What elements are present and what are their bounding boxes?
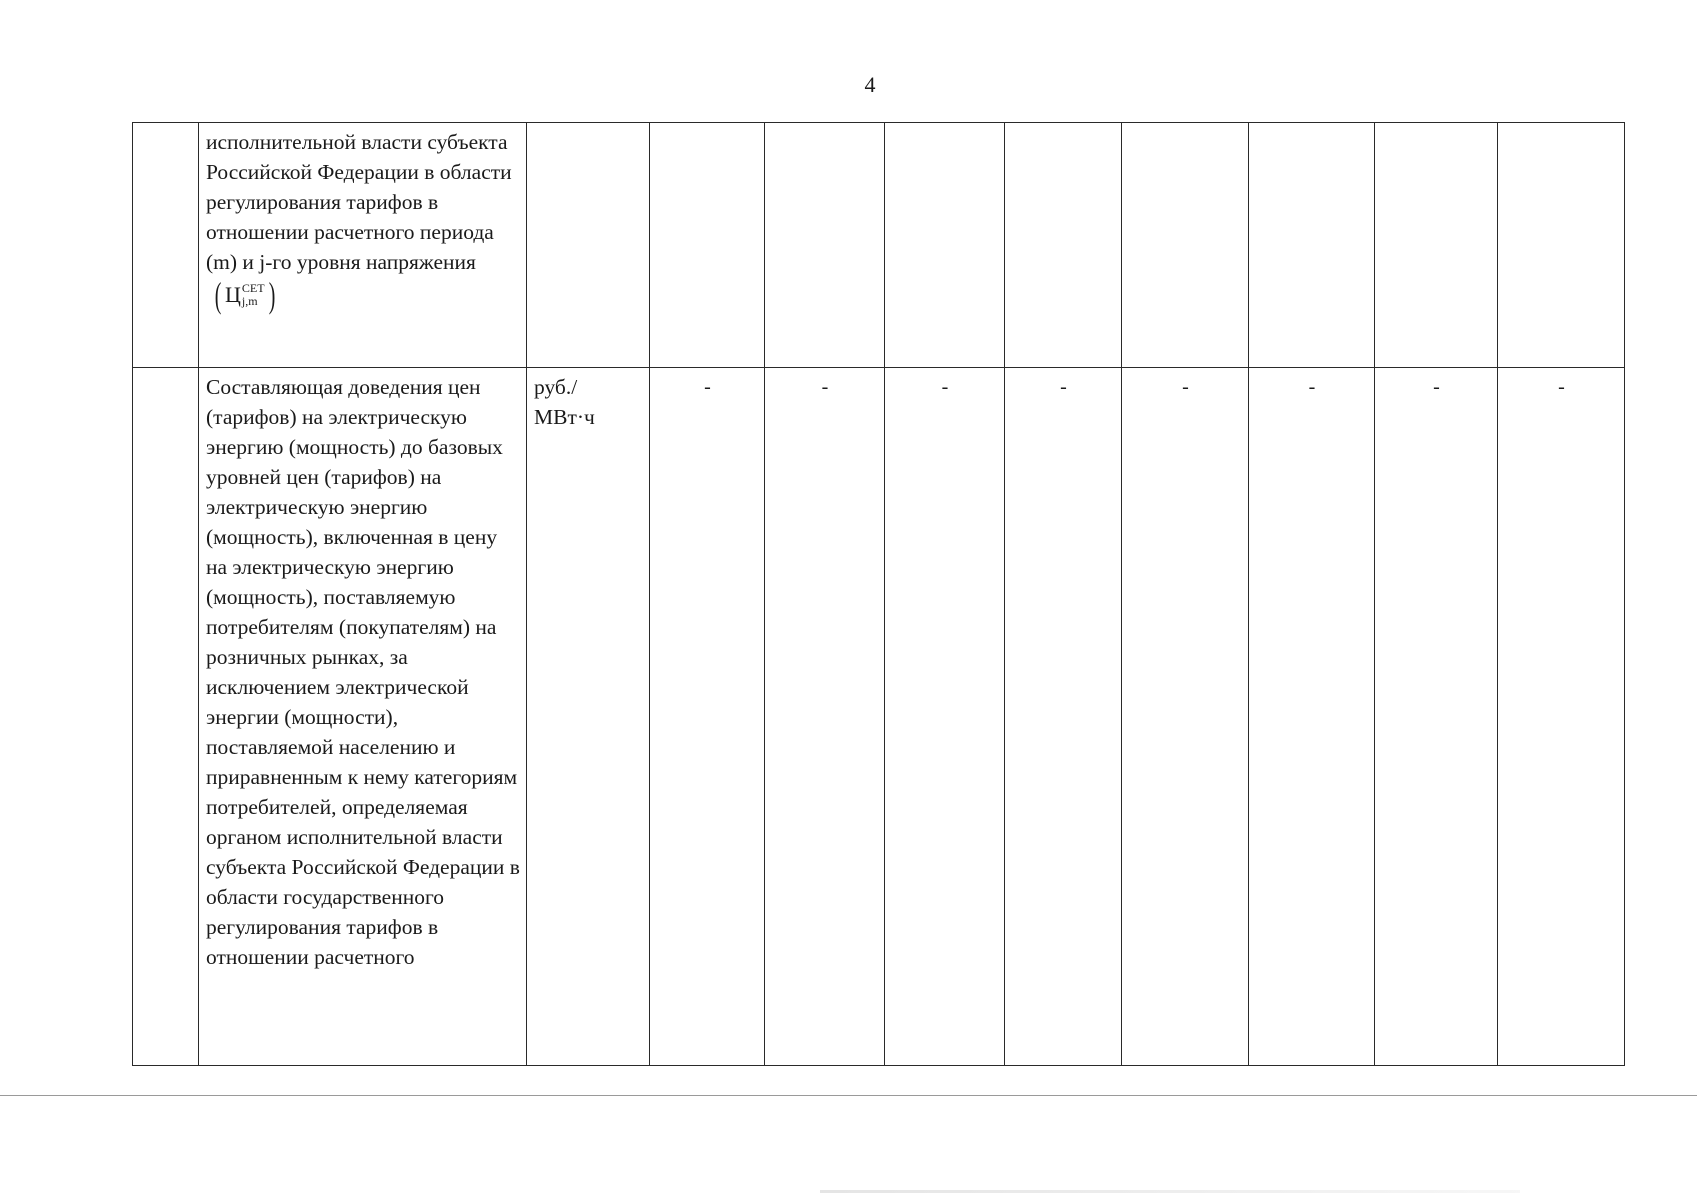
- table-row: [133, 368, 1625, 1066]
- value-cell: -: [1249, 368, 1375, 1066]
- value-cell: -: [1005, 368, 1122, 1066]
- value-cell: -: [1122, 368, 1249, 1066]
- value-cell: [650, 123, 765, 368]
- value-cell: [885, 123, 1005, 368]
- value-cell: -: [650, 368, 765, 1066]
- description-cell: [199, 368, 527, 1066]
- value-cell: [765, 123, 885, 368]
- value-cell: [1249, 123, 1375, 368]
- value-cell: -: [1375, 368, 1498, 1066]
- value-cell: [1498, 123, 1625, 368]
- formula-subscript: j,m: [241, 294, 258, 308]
- page-edge-line: [0, 1095, 1697, 1096]
- value-cell: -: [1498, 368, 1625, 1066]
- value-cell: [1375, 123, 1498, 368]
- scan-artifact: [820, 1190, 1520, 1193]
- unit-cell: [527, 123, 650, 368]
- description-text: исполнительной власти субъекта Российской Федерации в области регулирования тарифов в отношении расчетного периода (m) и j-го уровня напряжения: [206, 130, 512, 274]
- table-row: [133, 123, 1625, 368]
- tariff-table: [132, 122, 1625, 1066]
- formula-superscript: СЕТ: [241, 281, 265, 295]
- description-text: Составляющая доведения цен (тарифов) на электрическую энергию (мощность) до базовых уровней цен (тарифов) на электрическую энергию (мощность), включенная в цену на электрическую энергию (мощность), поставляемую потребителям (покупателям) на розничных рынках, за исключением электрической энергии (мощности), поставляемой населению и приравненным к нему категориям потребителей, определяемая органом исполнительной власти субъекта Российской Федерации в области государственного регулирования тарифов в отношении расчетного: [206, 375, 520, 969]
- formula-base: Ц: [225, 282, 241, 307]
- unit-cell: руб./ МВт·ч: [527, 368, 650, 1066]
- value-cell: -: [885, 368, 1005, 1066]
- description-cell: [199, 123, 527, 368]
- page-number: 4: [864, 72, 876, 97]
- value-cell: -: [765, 368, 885, 1066]
- price-formula: ( Ц СЕТ j,m ): [214, 275, 275, 315]
- row-number-cell: [133, 123, 199, 368]
- value-cell: [1005, 123, 1122, 368]
- row-number-cell: [133, 368, 199, 1066]
- value-cell: [1122, 123, 1249, 368]
